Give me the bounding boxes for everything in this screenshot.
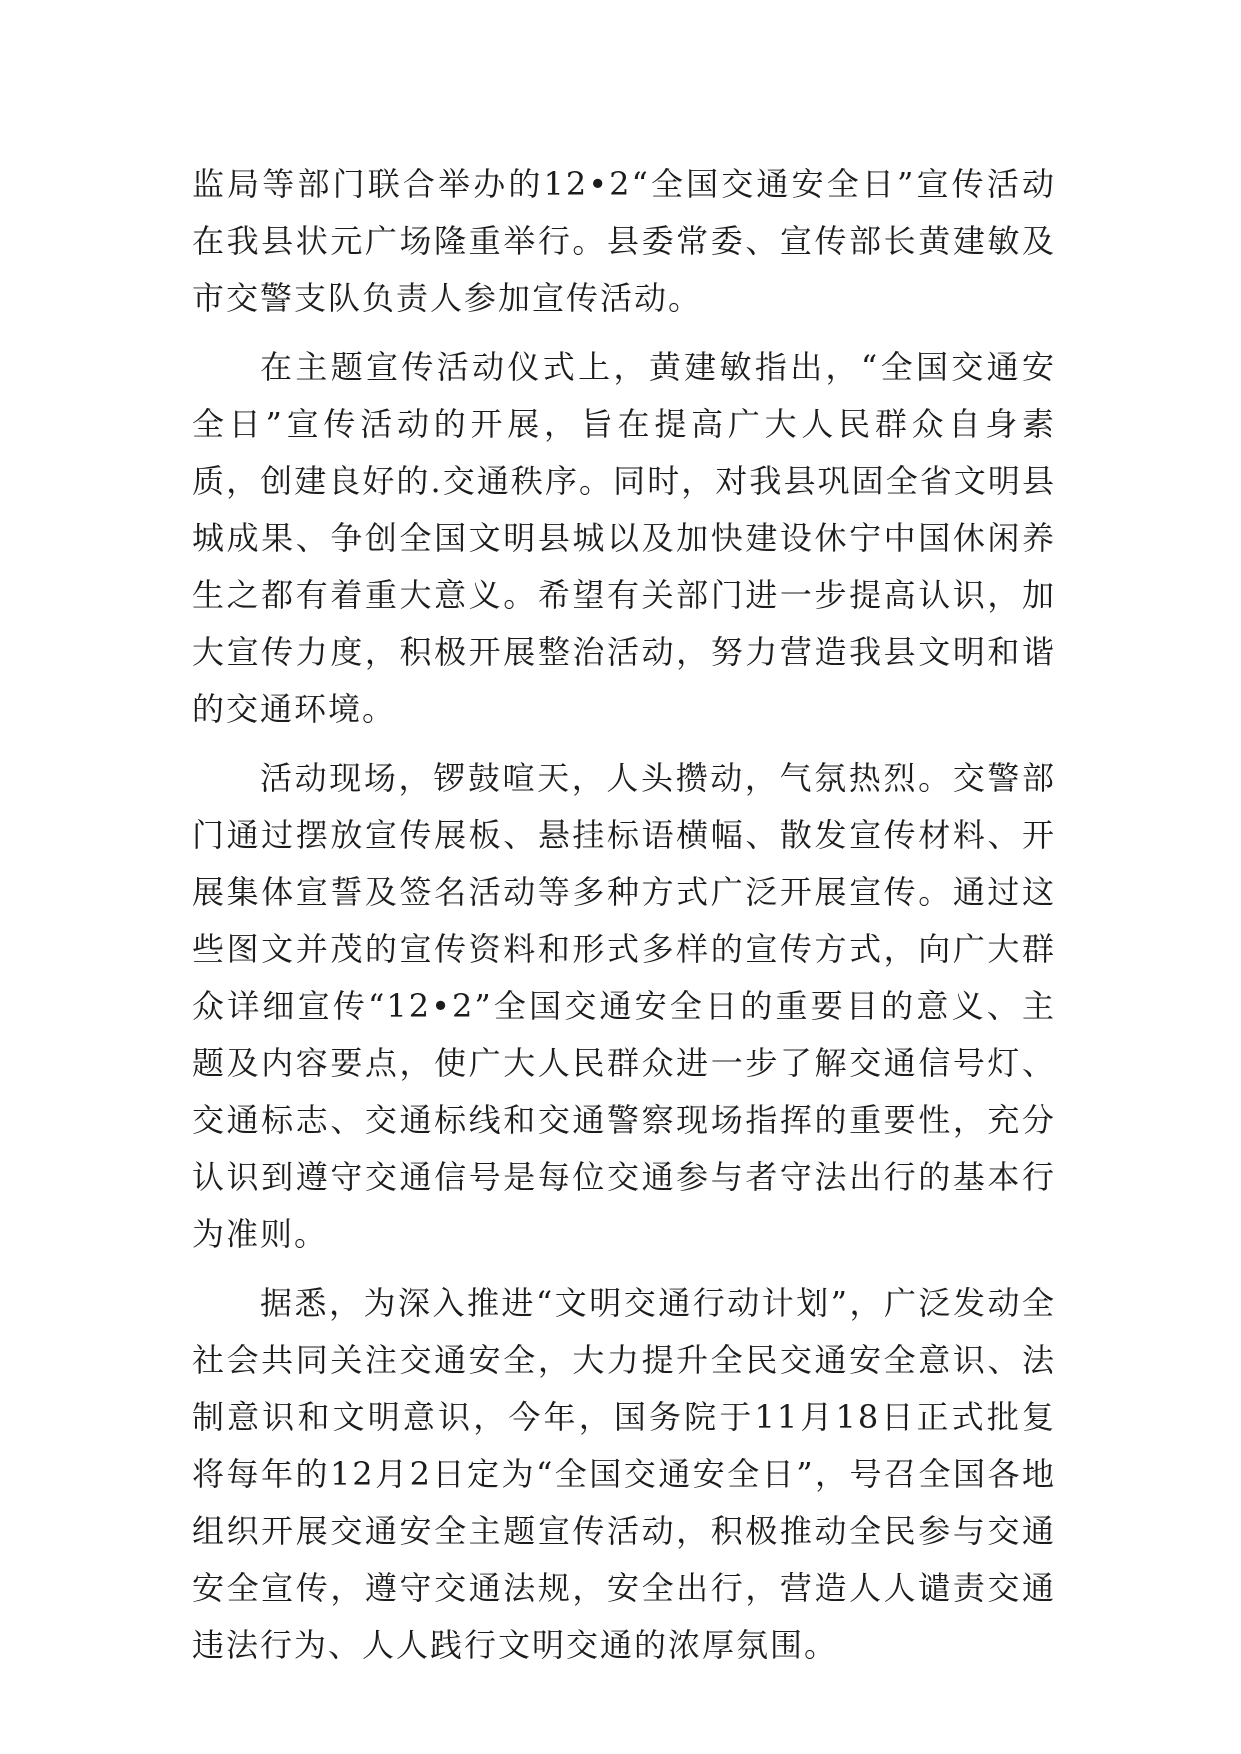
- paragraph: 据悉，为深入推进“文明交通行动计划”，广泛发动全社会共同关注交通安全，大力提升全民交通安全意识、法制意识和文明意识，今年，国务院于11月18日正式批复将每年的12月2日定为“全国交通安全日”，号召全国各地组织开展交通安全主题宣传活动，积极推动全民参与交通安全宣传，遵守交通法规，安全出行，营造人人谴责交通违法行为、人人践行文明交通的浓厚氛围。: [192, 1284, 1056, 1664]
- paragraph-continued: 监局等部门联合举办的12•2“全国交通安全日”宣传活动在我县状元广场隆重举行。县委常委、宣传部长黄建敏及市交警支队负责人参加宣传活动。: [192, 165, 1056, 317]
- paragraph: 在主题宣传活动仪式上，黄建敏指出，“全国交通安全日”宣传活动的开展，旨在提高广大人民群众自身素质，创建良好的.交通秩序。同时，对我县巩固全省文明县城成果、争创全国文明县城以及加快建设休宁中国休闲养生之都有着重大意义。希望有关部门进一步提高认识，加大宣传力度，积极开展整治活动，努力营造我县文明和谐的交通环境。: [192, 348, 1056, 728]
- document-body: [192, 156, 1056, 1686]
- paragraph: 活动现场，锣鼓喧天，人头攒动，气氛热烈。交警部门通过摆放宣传展板、悬挂标语横幅、散发宣传材料、开展集体宣誓及签名活动等多种方式广泛开展宣传。通过这些图文并茂的宣传资料和形式多样的宣传方式，向广大群众详细宣传“12•2”全国交通安全日的重要目的意义、主题及内容要点，使广大人民群众进一步了解交通信号灯、交通标志、交通标线和交通警察现场指挥的重要性，充分认识到遵守交通信号是每位交通参与者守法出行的基本行为准则。: [192, 759, 1056, 1253]
